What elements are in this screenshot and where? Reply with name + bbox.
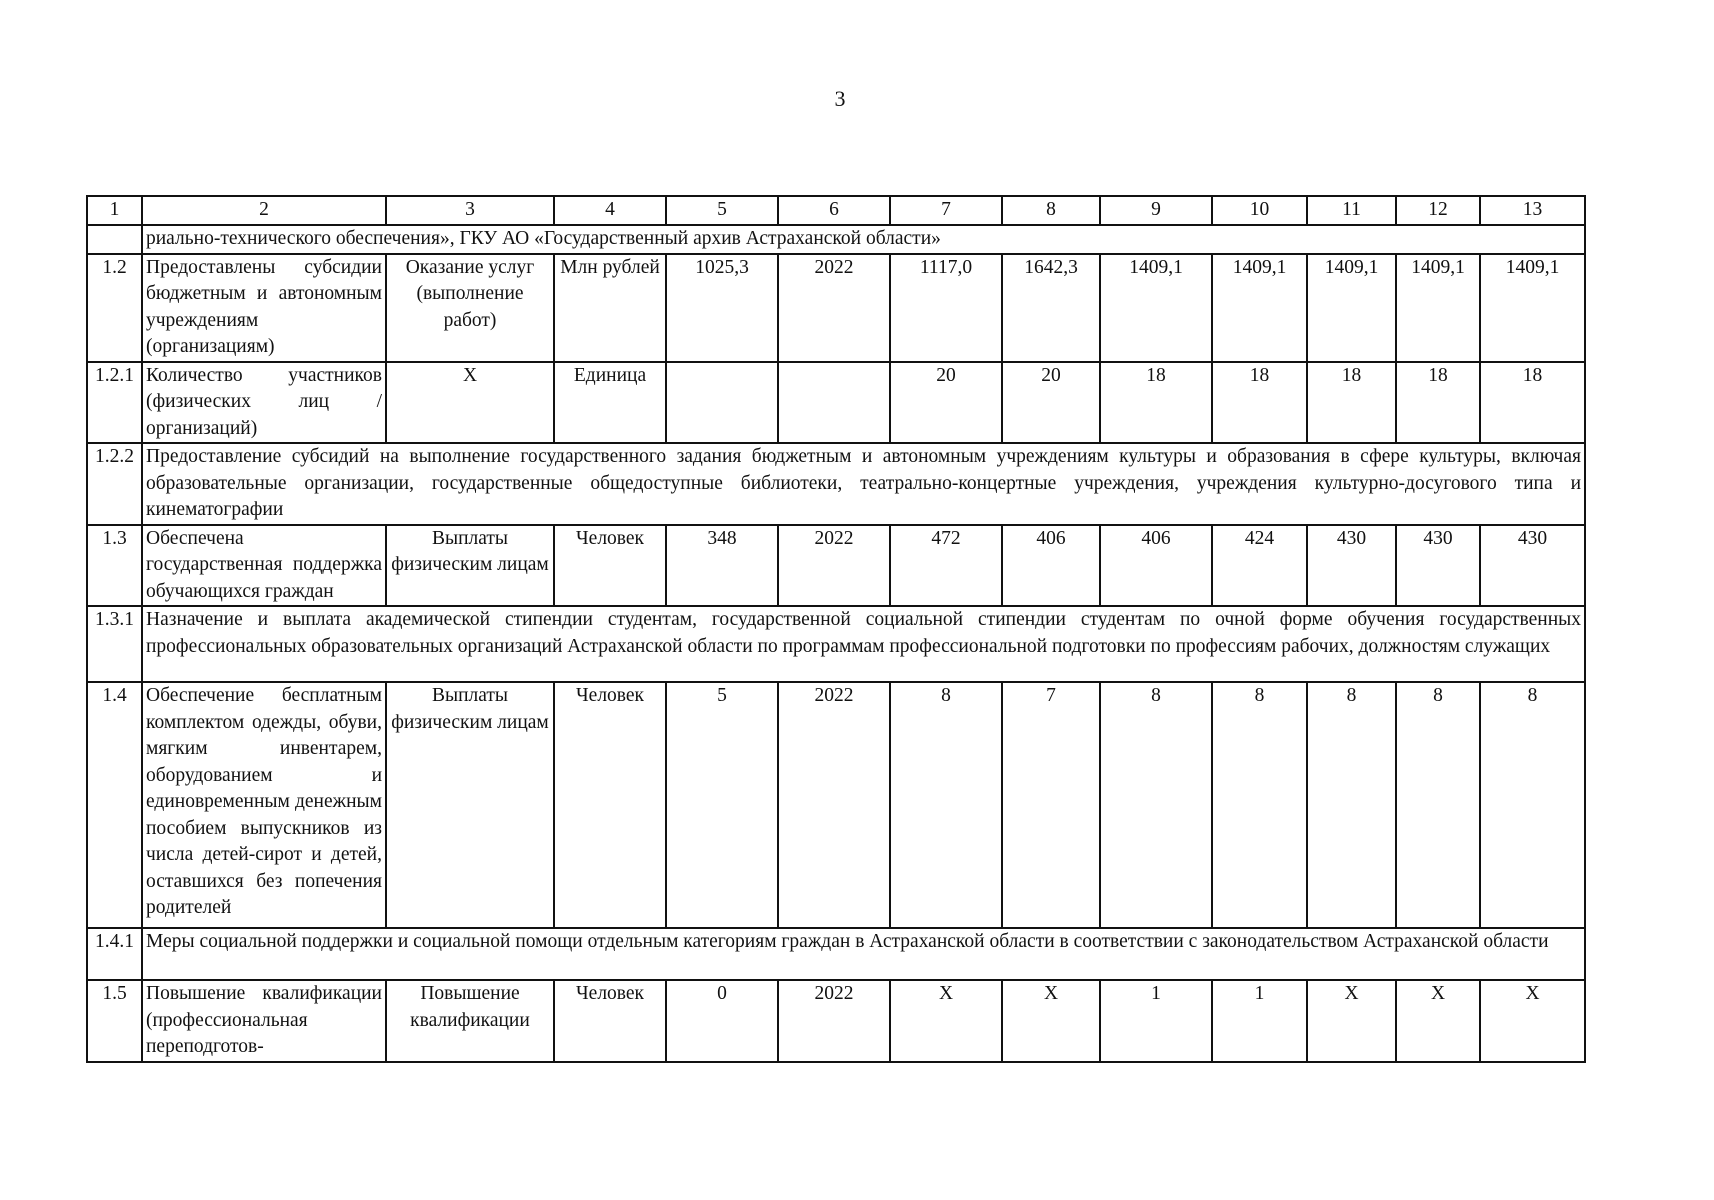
value-cell: 1409,1: [1307, 254, 1396, 362]
value-cell: 8: [1307, 682, 1396, 928]
section-row: [87, 928, 1585, 980]
base-year-cell: 2022: [778, 682, 890, 928]
value-cell: 18: [1480, 362, 1585, 444]
value-cell: 18: [1212, 362, 1307, 444]
value-cell: 8: [1396, 682, 1480, 928]
header-row: [87, 196, 1585, 225]
unit-cell: Человек: [554, 980, 666, 1062]
value-cell: 18: [1307, 362, 1396, 444]
value-cell: Х: [1480, 980, 1585, 1062]
empty-cell: [87, 225, 142, 254]
value-cell: 1: [1212, 980, 1307, 1062]
header-cell: 4: [554, 196, 666, 225]
header-cell: 2: [142, 196, 386, 225]
unit-cell: Человек: [554, 525, 666, 607]
base-year-cell: 2022: [778, 980, 890, 1062]
header-cell: 3: [386, 196, 554, 225]
value-cell: 18: [1100, 362, 1212, 444]
value-cell: 1409,1: [1480, 254, 1585, 362]
value-cell: 430: [1480, 525, 1585, 607]
section-text-cell: Меры социальной поддержки и социальной помощи отдельным категориям граждан в Астраханской области в соответствии с законодательством Астраханской области: [142, 928, 1585, 980]
section-text-cell: Предоставление субсидий на выполнение государственного задания бюджетным и автономным учреждениям культуры и образования в сфере культуры, включая образовательные организации, государственные общедоступные библиотеки, театрально-концертные учреждения, учреждения культурно-досугового типа и кинематографии: [142, 443, 1585, 525]
value-cell: 18: [1396, 362, 1480, 444]
indicator-name-cell: Количество участников (физических лиц / организаций): [142, 362, 386, 444]
value-cell: 1117,0: [890, 254, 1002, 362]
value-cell: 1: [1100, 980, 1212, 1062]
value-cell: 1409,1: [1396, 254, 1480, 362]
row-number-cell: 1.2.1: [87, 362, 142, 444]
section-row: [87, 443, 1585, 525]
row-number-cell: 1.2.2: [87, 443, 142, 525]
value-cell: 1409,1: [1100, 254, 1212, 362]
header-cell: 7: [890, 196, 1002, 225]
indicators-table: [86, 195, 1586, 1063]
continuation-row: [87, 225, 1585, 254]
header-cell: 10: [1212, 196, 1307, 225]
base-year-cell: 2022: [778, 525, 890, 607]
header-cell: 6: [778, 196, 890, 225]
header-cell: 1: [87, 196, 142, 225]
header-cell: 12: [1396, 196, 1480, 225]
header-cell: 11: [1307, 196, 1396, 225]
value-cell: 406: [1100, 525, 1212, 607]
table-row: [87, 682, 1585, 928]
unit-cell: Млн рублей: [554, 254, 666, 362]
table-row: [87, 525, 1585, 607]
row-number-cell: 1.2: [87, 254, 142, 362]
value-cell: 20: [1002, 362, 1100, 444]
base-value-cell: 5: [666, 682, 778, 928]
value-cell: 472: [890, 525, 1002, 607]
value-cell: 8: [1100, 682, 1212, 928]
table-row: [87, 254, 1585, 362]
base-year-cell: 2022: [778, 254, 890, 362]
continuation-text: риально-технического обеспечения», ГКУ АО «Государственный архив Астраханской области»: [142, 225, 1585, 254]
row-number-cell: 1.5: [87, 980, 142, 1062]
page-number: 3: [834, 86, 846, 111]
row-number-cell: 1.4: [87, 682, 142, 928]
value-cell: 424: [1212, 525, 1307, 607]
header-cell: 8: [1002, 196, 1100, 225]
value-cell: 7: [1002, 682, 1100, 928]
value-cell: 8: [1212, 682, 1307, 928]
indicator-type-cell: Х: [386, 362, 554, 444]
base-value-cell: 0: [666, 980, 778, 1062]
indicator-name-cell: Обеспечена государственная поддержка обучающихся граждан: [142, 525, 386, 607]
unit-cell: Человек: [554, 682, 666, 928]
value-cell: Х: [1396, 980, 1480, 1062]
indicator-name-cell: Повышение квалификации (профессиональная переподготов-: [142, 980, 386, 1062]
row-number-cell: 1.3: [87, 525, 142, 607]
table-row: [87, 362, 1585, 444]
indicator-name-cell: Предоставлены субсидии бюджетным и автономным учреждениям (организациям): [142, 254, 386, 362]
section-text-cell: Назначение и выплата академической стипендии студентам, государственной социальной стипендии студентам по очной форме обучения государственных профессиональных образовательных организаций Астраханской области по программам профессиональной подготовки по профессиям рабочих, должностям служащих: [142, 606, 1585, 682]
unit-cell: Единица: [554, 362, 666, 444]
value-cell: 430: [1396, 525, 1480, 607]
value-cell: Х: [1307, 980, 1396, 1062]
table-row: [87, 980, 1585, 1062]
base-value-cell: [666, 362, 778, 444]
base-year-cell: [778, 362, 890, 444]
indicator-type-cell: Повышение квалификации: [386, 980, 554, 1062]
value-cell: 1409,1: [1212, 254, 1307, 362]
header-cell: 9: [1100, 196, 1212, 225]
value-cell: 430: [1307, 525, 1396, 607]
indicator-type-cell: Выплаты физическим лицам: [386, 682, 554, 928]
value-cell: Х: [890, 980, 1002, 1062]
row-number-cell: 1.3.1: [87, 606, 142, 682]
base-value-cell: 348: [666, 525, 778, 607]
value-cell: 8: [1480, 682, 1585, 928]
value-cell: 8: [890, 682, 1002, 928]
base-value-cell: 1025,3: [666, 254, 778, 362]
header-cell: 13: [1480, 196, 1585, 225]
value-cell: 406: [1002, 525, 1100, 607]
value-cell: Х: [1002, 980, 1100, 1062]
row-number-cell: 1.4.1: [87, 928, 142, 980]
value-cell: 1642,3: [1002, 254, 1100, 362]
indicator-name-cell: Обеспечение бесплатным комплектом одежды, обуви, мягким инвентарем, оборудованием и единовременным денежным пособием выпускников из числа детей-сирот и детей, оставшихся без попечения родителей: [142, 682, 386, 928]
indicator-type-cell: Выплаты физическим лицам: [386, 525, 554, 607]
value-cell: 20: [890, 362, 1002, 444]
section-row: [87, 606, 1585, 682]
indicator-type-cell: Оказание услуг (выполнение работ): [386, 254, 554, 362]
header-cell: 5: [666, 196, 778, 225]
